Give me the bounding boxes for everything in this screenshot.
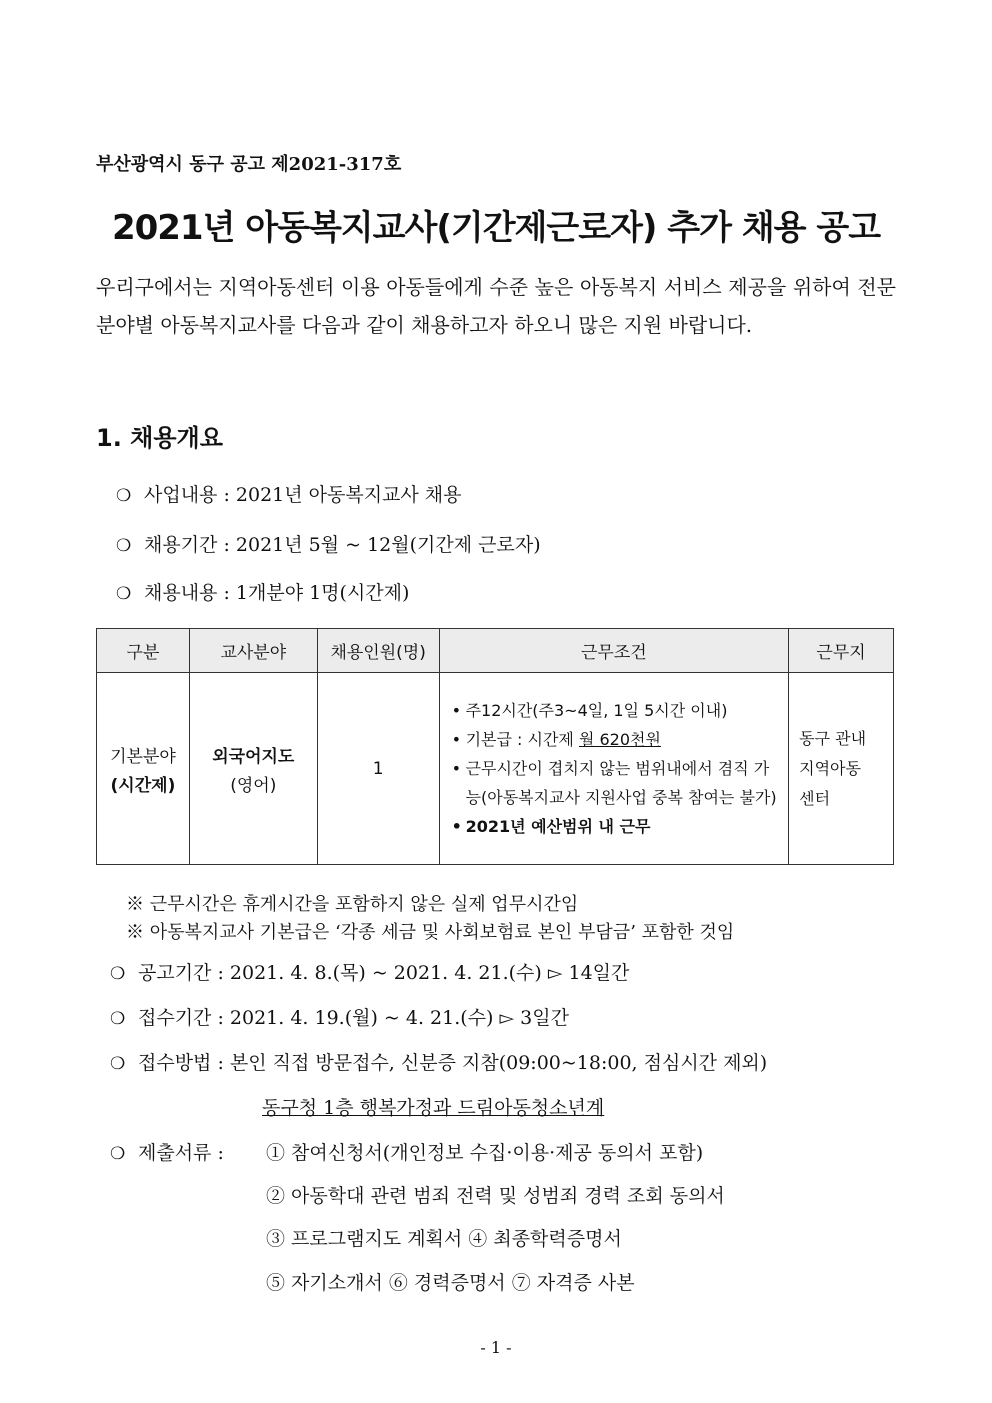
circle-bullet-icon: ❍ — [110, 1144, 126, 1164]
circle-bullet-icon: ❍ — [110, 964, 126, 984]
circle-bullet-icon: ❍ — [116, 486, 132, 506]
section-heading-overview: 1. 채용개요 — [96, 424, 223, 452]
cell-field: 외국어지도 (영어) — [189, 673, 317, 865]
header-conditions: 근무조건 — [439, 629, 789, 673]
condition-hours: • 주12시간(주3~4일, 1일 5시간 이내) — [452, 696, 779, 725]
document-line: ③ 프로그램지도 계획서 ④ 최종학력증명서 — [266, 1228, 622, 1250]
cell-place: 동구 관내 지역아동 센터 — [789, 673, 894, 865]
page-number: - 1 - — [480, 1338, 512, 1357]
receipt-period: ❍ 접수기간 : 2021. 4. 19.(월) ~ 4. 21.(수) ▻ 3일간 — [110, 1007, 569, 1029]
overview-item-period: ❍ 채용기간 : 2021년 5월 ~ 12월(기간제 근로자) — [116, 534, 541, 556]
note-base-salary: ※ 아동복지교사 기본급은 ‘각종 세금 및 사회보험료 본인 부담금’ 포함한 것임 — [126, 922, 735, 943]
condition-side-job: • 근무시간이 겹치지 않는 범위내에서 겸직 가능(아동복지교사 지원사업 중복 참여는 불가) — [452, 754, 779, 812]
circle-bullet-icon: ❍ — [116, 536, 132, 556]
table-header-row — [97, 629, 894, 673]
notice-number: 부산광역시 동구 공고 제2021-317호 — [96, 154, 402, 175]
document-line: ① 참여신청서(개인정보 수집·이용·제공 동의서 포함) — [266, 1142, 704, 1164]
document-line: ⑤ 자기소개서 ⑥ 경력증명서 ⑦ 자격증 사본 — [266, 1272, 635, 1294]
document-line: ② 아동학대 관련 범죄 전력 및 성범죄 경력 조회 동의서 — [266, 1185, 725, 1207]
page-title: 2021년 아동복지교사(기간제근로자) 추가 채용 공고 — [111, 208, 881, 248]
salary-amount: 월 620천원 — [578, 730, 661, 749]
table-row — [97, 673, 894, 865]
note-working-hours: ※ 근무시간은 휴게시간을 포함하지 않은 실제 업무시간임 — [126, 894, 579, 915]
condition-salary: • 기본급 : 시간제 월 620천원 — [452, 725, 779, 754]
recruitment-table — [96, 628, 894, 865]
cell-conditions — [439, 673, 789, 865]
header-field: 교사분야 — [189, 629, 317, 673]
circle-bullet-icon: ❍ — [110, 1009, 126, 1029]
intro-paragraph: 우리구에서는 지역아동센터 이용 아동들에게 수준 높은 아동복지 서비스 제공을 위하여 전문분야별 아동복지교사를 다음과 같이 채용하고자 하오니 많은 지원 바랍니다. — [96, 275, 896, 337]
documents-label: ❍ 제출서류 : — [110, 1142, 224, 1164]
header-place: 근무지 — [789, 629, 894, 673]
header-category: 구분 — [97, 629, 190, 673]
circle-bullet-icon: ❍ — [110, 1054, 126, 1074]
cell-category: 기본분야 (시간제) — [97, 673, 190, 865]
overview-item-content: ❍ 채용내용 : 1개분야 1명(시간제) — [116, 582, 410, 604]
circle-bullet-icon: ❍ — [116, 584, 132, 604]
condition-budget: • 2021년 예산범위 내 근무 — [452, 812, 779, 841]
header-count: 채용인원(명) — [317, 629, 439, 673]
receipt-method: ❍ 접수방법 : 본인 직접 방문접수, 신분증 지참(09:00~18:00, 점심시간 제외) — [110, 1052, 768, 1074]
overview-item-business: ❍ 사업내용 : 2021년 아동복지교사 채용 — [116, 484, 462, 506]
cell-count: 1 — [317, 673, 439, 865]
notice-period: ❍ 공고기간 : 2021. 4. 8.(목) ~ 2021. 4. 21.(수) ▻ 14일간 — [110, 962, 630, 984]
receipt-place: 동구청 1층 행복가정과 드림아동청소년계 — [262, 1097, 605, 1119]
